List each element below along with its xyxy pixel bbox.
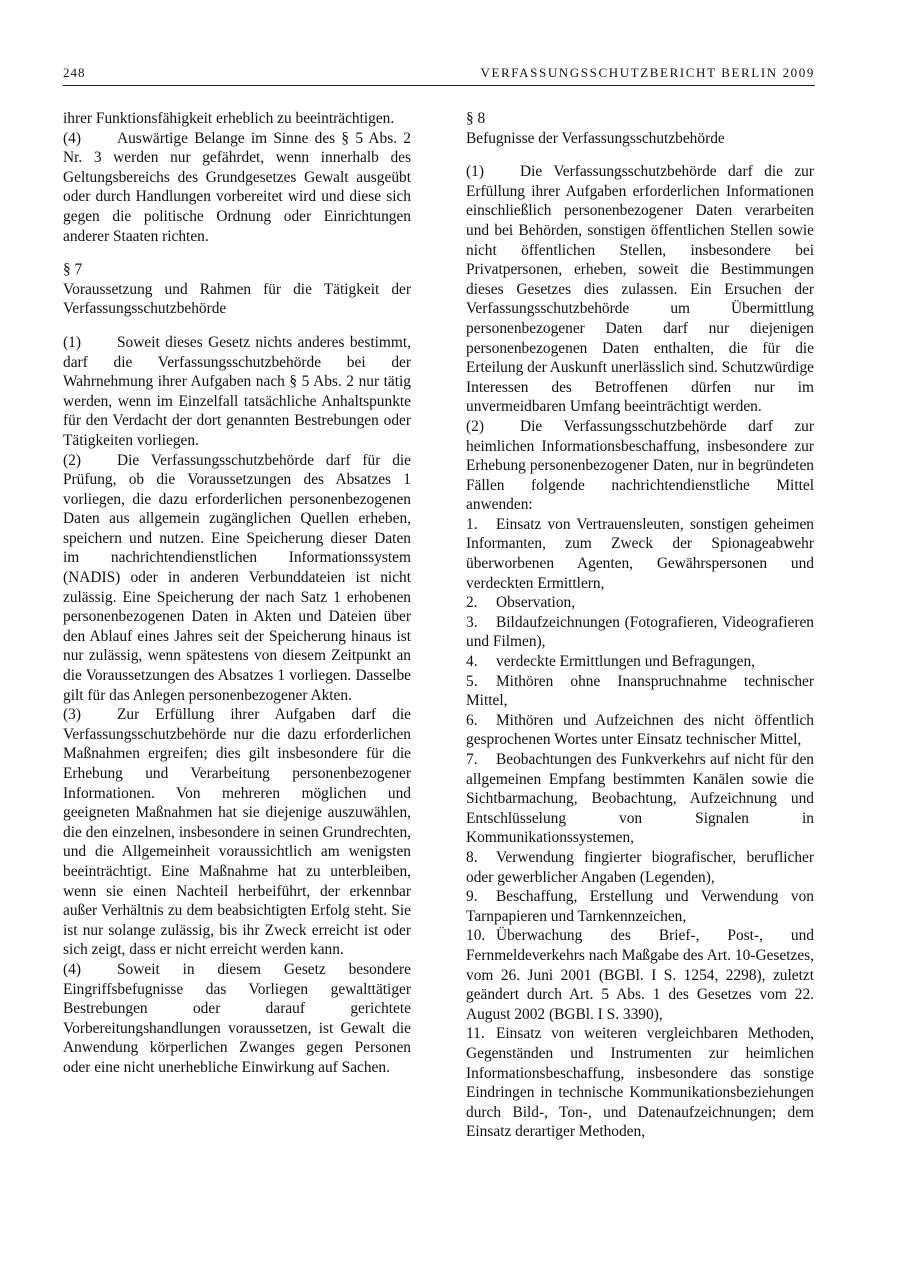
- list-item: [466, 652, 814, 672]
- list-item-number: 9.: [466, 888, 478, 906]
- list-item-text: Überwachung des Brief-, Post-, und Fernmeldeverkehrs nach Maßgabe des Art. 10-Gesetzes, vom 26. Juni 2001 (BGBl. I S. 1254, 2298), zuletzt geändert durch Art. 5 Abs. 1 des Gesetzes vom 22. August 2002 (BGBl. I S. 3390),: [466, 927, 814, 1023]
- paragraph-number: (2): [466, 417, 484, 435]
- paragraph-number: (2): [63, 451, 81, 469]
- paragraph-number: (1): [466, 163, 484, 181]
- right-column: [466, 109, 814, 1142]
- page-number: 248: [63, 65, 86, 80]
- list-item-number: 1.: [466, 515, 478, 533]
- list-item-text: Einsatz von weiteren vergleichbaren Methoden, Gegenständen und Instrumenten zur heimlichen Informationsbeschaffung, insbesondere das sonstige Eindringen in technische Kommunikationsbeziehungen durch Bild-, Ton-, und Datenaufzeichnungen; dem Einsatz derartiger Methoden,: [466, 1025, 814, 1141]
- list-item: [466, 887, 814, 926]
- s7-paragraph-4: [63, 960, 411, 1078]
- list-item: [466, 593, 814, 613]
- list-item: [466, 711, 814, 750]
- means-list: [466, 515, 814, 1142]
- list-item-text: Observation,: [496, 594, 576, 612]
- list-item-number: 2.: [466, 594, 478, 612]
- paragraph-4: [63, 129, 411, 247]
- paragraph-number: (3): [63, 706, 81, 724]
- paragraph-text: Die Verfassungsschutzbehörde darf die zur Erfüllung ihrer Aufgaben erforderlichen Informationen einschließlich personenbezogener Daten verarbeiten und bei Behörden, sonstigen öffentlichen Stellen sowie nicht öffentlichen Stellen, insbesondere bei Privatpersonen, erheben, soweit die Bestimmungen dieses Gesetzes dies zulassen. Ein Ersuchen der Verfassungsschutzbehörde um Übermittlung personenbezogener Daten darf nur diejenigen personenbezogenen Daten enthalten, die für die Erteilung der Auskunft unerlässlich sind. Schutzwürdige Interessen des Betroffenen dürfen nur im unvermeidbaren Umfang beeinträchtigt werden.: [466, 163, 814, 416]
- paragraph-text: Die Verfassungsschutzbehörde darf für die Prüfung, ob die Voraussetzungen des Absatzes 1 vorliegen, die dazu erforderlichen personenbezogenen Daten aus allgemein zugänglichen Quellen erheben, speichern und nutzen. Eine Speicherung dieser Daten im nachrichtendienstlichen Informationssystem (NADIS) oder in anderen Verbunddateien ist nicht zulässig. Eine Speicherung der nach Satz 1 erhobenen personenbezogenen Daten in Akten und Dateien über den Ablauf eines Jahres seit der Speicherung hinaus ist nur zulässig, wenn spätestens von diesem Zeitpunkt an die Voraussetzungen des Absatzes 1 vorliegen. Dasselbe gilt für das Anlegen personenbezogener Akten.: [63, 451, 411, 704]
- list-item-text: Mithören ohne Inanspruchnahme technischer Mittel,: [466, 672, 814, 710]
- s8-paragraph-2: [466, 417, 814, 515]
- list-item-number: 11.: [466, 1025, 485, 1043]
- list-item-text: Bildaufzeichnungen (Fotografieren, Videografieren und Filmen),: [466, 613, 814, 651]
- list-item-text: Einsatz von Vertrauensleuten, sonstigen geheimen Informanten, zum Zweck der Spionageabwehr überworbenen Agenten, Gewährspersonen und verdeckten Ermittlern,: [466, 515, 814, 592]
- section-8-title: Befugnisse der Verfassungsschutzbehörde: [466, 129, 725, 147]
- paragraph-number: (4): [63, 129, 81, 147]
- s7-paragraph-3: [63, 705, 411, 960]
- section-7-number: § 7: [63, 261, 83, 279]
- list-item-text: Verwendung fingierter biografischer, beruflicher oder gewerblicher Angaben (Legenden),: [466, 848, 814, 886]
- list-item-number: 8.: [466, 848, 478, 866]
- header-title: VERFASSUNGSSCHUTZBERICHT BERLIN 2009: [480, 65, 815, 80]
- list-item-text: Beobachtungen des Funkverkehrs auf nicht für den allgemeinen Empfang bestimmten Kanälen sowie die Sichtbarmachung, Beobachtung, Aufzeichnung und Entschlüsselung von Signalen in Kommunikationssystemen,: [466, 751, 814, 847]
- list-item-number: 5.: [466, 672, 478, 690]
- paragraph-number: (4): [63, 960, 81, 978]
- list-item-text: Mithören und Aufzeichnen des nicht öffentlich gesprochenen Wortes unter Einsatz technischer Mittel,: [466, 711, 814, 749]
- list-item: [466, 613, 814, 652]
- s7-paragraph-2: [63, 451, 411, 706]
- list-item-number: 3.: [466, 613, 478, 631]
- list-item-number: 4.: [466, 653, 478, 671]
- list-item-number: 10.: [466, 927, 486, 945]
- s7-paragraph-1: [63, 333, 411, 451]
- list-item: [466, 926, 814, 1024]
- continued-text: ihrer Funktionsfähigkeit erheblich zu beeinträchtigen.: [63, 110, 395, 127]
- section-8-number: § 8: [466, 110, 486, 127]
- list-item: [466, 1024, 814, 1142]
- list-item: [466, 750, 814, 848]
- left-column: [63, 109, 411, 1078]
- section-7-title: Voraussetzung und Rahmen für die Tätigkeit der Verfassungsschutzbehörde: [63, 280, 411, 318]
- paragraph-text: Zur Erfüllung ihrer Aufgaben darf die Verfassungsschutzbehörde nur die dazu erforderlichen Maßnahmen ergreifen; dies gilt insbesondere für die Erhebung und Verarbeitung personenbezogener Informationen. Von mehreren möglichen und geeigneten Maßnahmen hat sie diejenige auszuwählen, die den einzelnen, insbesondere in seinen Grundrechten, und die Allgemeinheit voraussichtlich am wenigsten beeinträchtigt. Eine Maßnahme hat zu unterbleiben, wenn sie einen Nachteil herbeiführt, der erkennbar außer Verhältnis zu dem beabsichtigten Erfolg steht. Sie ist nur solange zulässig, bis ihr Zweck erreicht ist oder sich zeigt, dass er nicht erreicht werden kann.: [63, 706, 411, 959]
- running-header: [63, 63, 815, 86]
- list-item-number: 7.: [466, 751, 478, 768]
- list-item-text: Beschaffung, Erstellung und Verwendung von Tarnpapieren und Tarnkennzeichen,: [466, 888, 814, 925]
- paragraph-text: Soweit dieses Gesetz nichts anderes bestimmt, darf die Verfassungsschutzbehörde bei der Wahrnehmung ihrer Aufgaben nach § 5 Abs. 2 nur tätig werden, wenn im Einzelfall tatsächliche Anhaltspunkte für den Verdacht der dort genannten Bestrebungen oder Tätigkeiten vorliegen.: [63, 333, 411, 449]
- paragraph-text: Auswärtige Belange im Sinne des § 5 Abs. 2 Nr. 3 werden nur gefährdet, wenn innerhalb des Geltungsbereichs des Grundgesetzes Gewalt ausgeübt oder durch Handlungen vorbereitet wird und diese sich gegen die politische Ordnung oder Einrichtungen anderer Staaten richten.: [63, 129, 411, 245]
- s8-paragraph-1: [466, 162, 814, 417]
- list-item-number: 6.: [466, 711, 478, 729]
- list-item: [466, 515, 814, 593]
- paragraph-number: (1): [63, 333, 81, 351]
- paragraph-text: Die Verfassungsschutzbehörde darf zur heimlichen Informationsbeschaffung, insbesondere zur Erhebung personenbezogener Daten, nur in begründeten Fällen folgende nachrichtendienstliche Mittel anwenden:: [466, 417, 814, 514]
- paragraph-text: Soweit in diesem Gesetz besondere Eingriffsbefugnisse das Vorliegen gewalttätiger Bestrebungen oder darauf gerichtete Vorbereitungshandlungen voraussetzen, ist Gewalt die Anwendung körperlichen Zwanges gegen Personen oder eine nicht unerhebliche Einwirkung auf Sachen.: [63, 960, 411, 1076]
- list-item: [466, 848, 814, 887]
- list-item-text: verdeckte Ermittlungen und Befragungen,: [496, 653, 755, 671]
- list-item: [466, 672, 814, 711]
